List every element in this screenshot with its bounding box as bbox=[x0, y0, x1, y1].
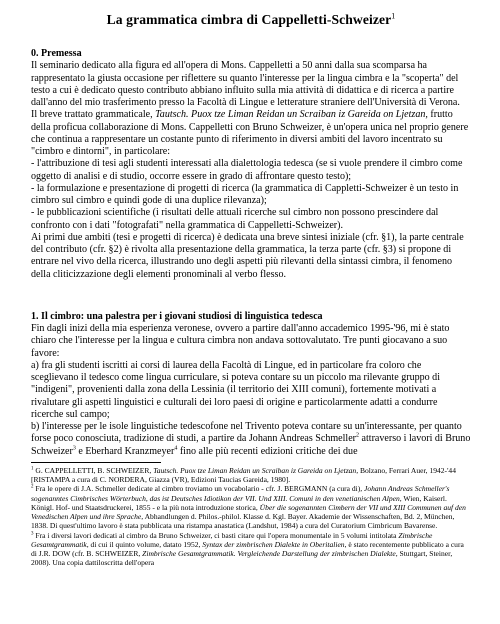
footnote-marker-3: 3 bbox=[72, 445, 76, 452]
section-0-paragraph-3: Ai primi due ambiti (tesi e progetti di ricerca) è dedicata una breve sintesi iniziale (cfr. §1), la parte centrale del contributo (cfr. §2) è rivolta alla presentazione della grammatica, la terza parte (cfr. §3) si propone di entrare nel vivo della ricerca, illustrando uno degli aspetti più rilevanti della sintassi cimbra, il fenomeno della cliticizzazione degli elementi pronominali al verbo flesso. bbox=[31, 231, 464, 280]
document-page bbox=[31, 12, 471, 568]
footnote-separator bbox=[31, 462, 161, 463]
point-b: b) l'interesse per le isole linguistiche tedescofone nel Trivento poteva contare su un'interessante, per quanto forse poco conosciuta, tradizione di studi, a partire da Johann Andreas Schmeller$^2$ attraverso i lavori di Bruno Schweizer$^3$ e Eberhard Kranzmeyer$^4$ fino alle più recenti edizioni critiche dei due bbox=[31, 421, 471, 457]
footnote-1: $^1$ G. CAPPELLETTI, B. SCHWEIZER, Tautsch. Puox tze Liman Reidan un Scraiban iz Gareida on Ljetzan, Bolzano, Ferrari Auer, 1942-'44 [RISTAMPA a cura di C. NORDERA, Giazza (VR), Edizioni Taucias Gareida, 1980]. bbox=[31, 465, 456, 484]
section-1-heading: 1. Il cimbro: una palestra per i giovani studiosi di linguistica tedesca bbox=[31, 310, 323, 322]
bullet-publications: - le pubblicazioni scientifiche (i risultati delle attuali ricerche sul cimbro non possono prescindere dal confronto con i dati "fotografati" nella grammatica di Cappelletti-Schweizer). bbox=[31, 207, 439, 231]
grammar-title: Tautsch. Puox tze Liman Reidan un Scraiban iz Gareida on Ljetzan, bbox=[155, 109, 428, 121]
footnote-marker-4: 4 bbox=[174, 445, 178, 452]
section-0-paragraph-1: Il seminario dedicato alla figura ed all'opera di Mons. Cappelletti a 50 anni dalla sua scomparsa ha rappresentato la giusta occasione per riflettere su quanto l'interesse per la lingua cimbra e la "scoperta" del testo a cui è dedicato questo contributo abbiano influito sulla mia attività di didattica e di ricerca a partire dall'anno del mio trasferimento presso la Facoltà di Lingue e letterature straniere dell'Università di Verona. bbox=[31, 60, 460, 108]
title-footnote-marker: 1 bbox=[391, 11, 396, 21]
point-a: a) fra gli studenti iscritti ai corsi di laurea della Facoltà di Lingue, ed in particolare fra coloro che sceglievano il tedesco come lingua curriculare, si poteva contare su un piccolo ma rilevante gruppo di "indigeni", provenienti dalla zona della Lessinia (il territorio dei XIII comuni), fortemente motivati a rivalutare gli aspetti linguistici e culturali dei loro paesi di origine e particolarmente adatti a condurre ricerche sul campo; bbox=[31, 359, 440, 420]
paper-title: La grammatica cimbra di Cappelletti-Schweizer$^1$ bbox=[106, 11, 396, 27]
footnotes bbox=[31, 466, 471, 568]
section-1-paragraph-1: Fin dagli inizi della mia esperienza veronese, ovvero a partire dall'anno accademico 1995-'96, mi è stato chiaro che l'interesse per la lingua e cultura cimbra non andava sottovalutato. Tre punti giocavano a suo favore: bbox=[31, 323, 450, 359]
body-text bbox=[31, 48, 471, 458]
section-0-heading: 0. Premessa bbox=[31, 48, 82, 59]
footnote-3: $^3$ Fra i diversi lavori dedicati al cimbro da Bruno Schweizer, ci basti citare qui l'opera monumentale in 5 volumi intitolata Zimbrische Gesamtgrammatik, di cui il quinto volume, datato 1952, Syntax der zimbrischen Dialekte in Oberitalien, è stato recentemente pubblicato a cura di J.R. DOW (cfr. B. SCHWEIZER, Zimbrische Gesamtgrammatik. Vergleichende Darstellung der zimbrischen Dialekte, Stuttgart, Steiner, 2008). Una copia dattiloscritta dell'opera bbox=[31, 530, 464, 568]
footnote-2: $^2$ Fra le opere di J.A. Schmeller dedicate al cimbro troviamo un vocabolario - cfr. J. BERGMANN (a cura di), Johann Andreas Schmeller's sogenanntes Cimbrisches Wörterbuch, das ist Deutsches Idiotikon der VII. Und XIII. Comuni in den venetianischen Alpen, Wien, Kaiserl. Königl. Hof- und Staatsdruckerei, 1855 - e la più nota introduzione storica, Über die sogenannten Cimbern der VII und XIII Communen auf den Venedischen Alpen und ihre Sprache, Abhandlungen d. Philos.-philol. Klasse d. Kgl. Bayer. Akademie der Wissenschaften, Bd. 2, München, 1838. Di quest'ultimo lavoro è stata pubblicata una ristampa anastatica (Landshut, 1984) a cura del Curatorium Cimbricum Bavarense. bbox=[31, 484, 466, 531]
section-0-paragraph-2: Il breve trattato grammaticale, Tautsch. Puox tze Liman Reidan un Scraiban iz Gareida on Ljetzan, frutto della proficua collaborazione di Mons. Cappelletti con Bruno Schweizer, è un'opera unica nel proprio genere che continua a rappresentare un costante punto di riferimento in diversi ambiti del lavoro incentrato su "cimbro e dintorni", in particolare: bbox=[31, 109, 469, 157]
footnote-marker-2: 2 bbox=[356, 432, 360, 439]
bullet-projects: - la formulazione e presentazione di progetti di ricerca (la grammatica di Cappletti-Schweizer è un testo in cimbro sul cimbro e quindi gode di una duplice rilevanza); bbox=[31, 182, 459, 206]
bullet-theses: - l'attribuzione di tesi agli studenti interessati alla dialettologia tedesca (se si vuole prendere il cimbro come oggetto di analisi e di studio, occorre essere in grado di affrontare questo testo); bbox=[31, 158, 463, 182]
